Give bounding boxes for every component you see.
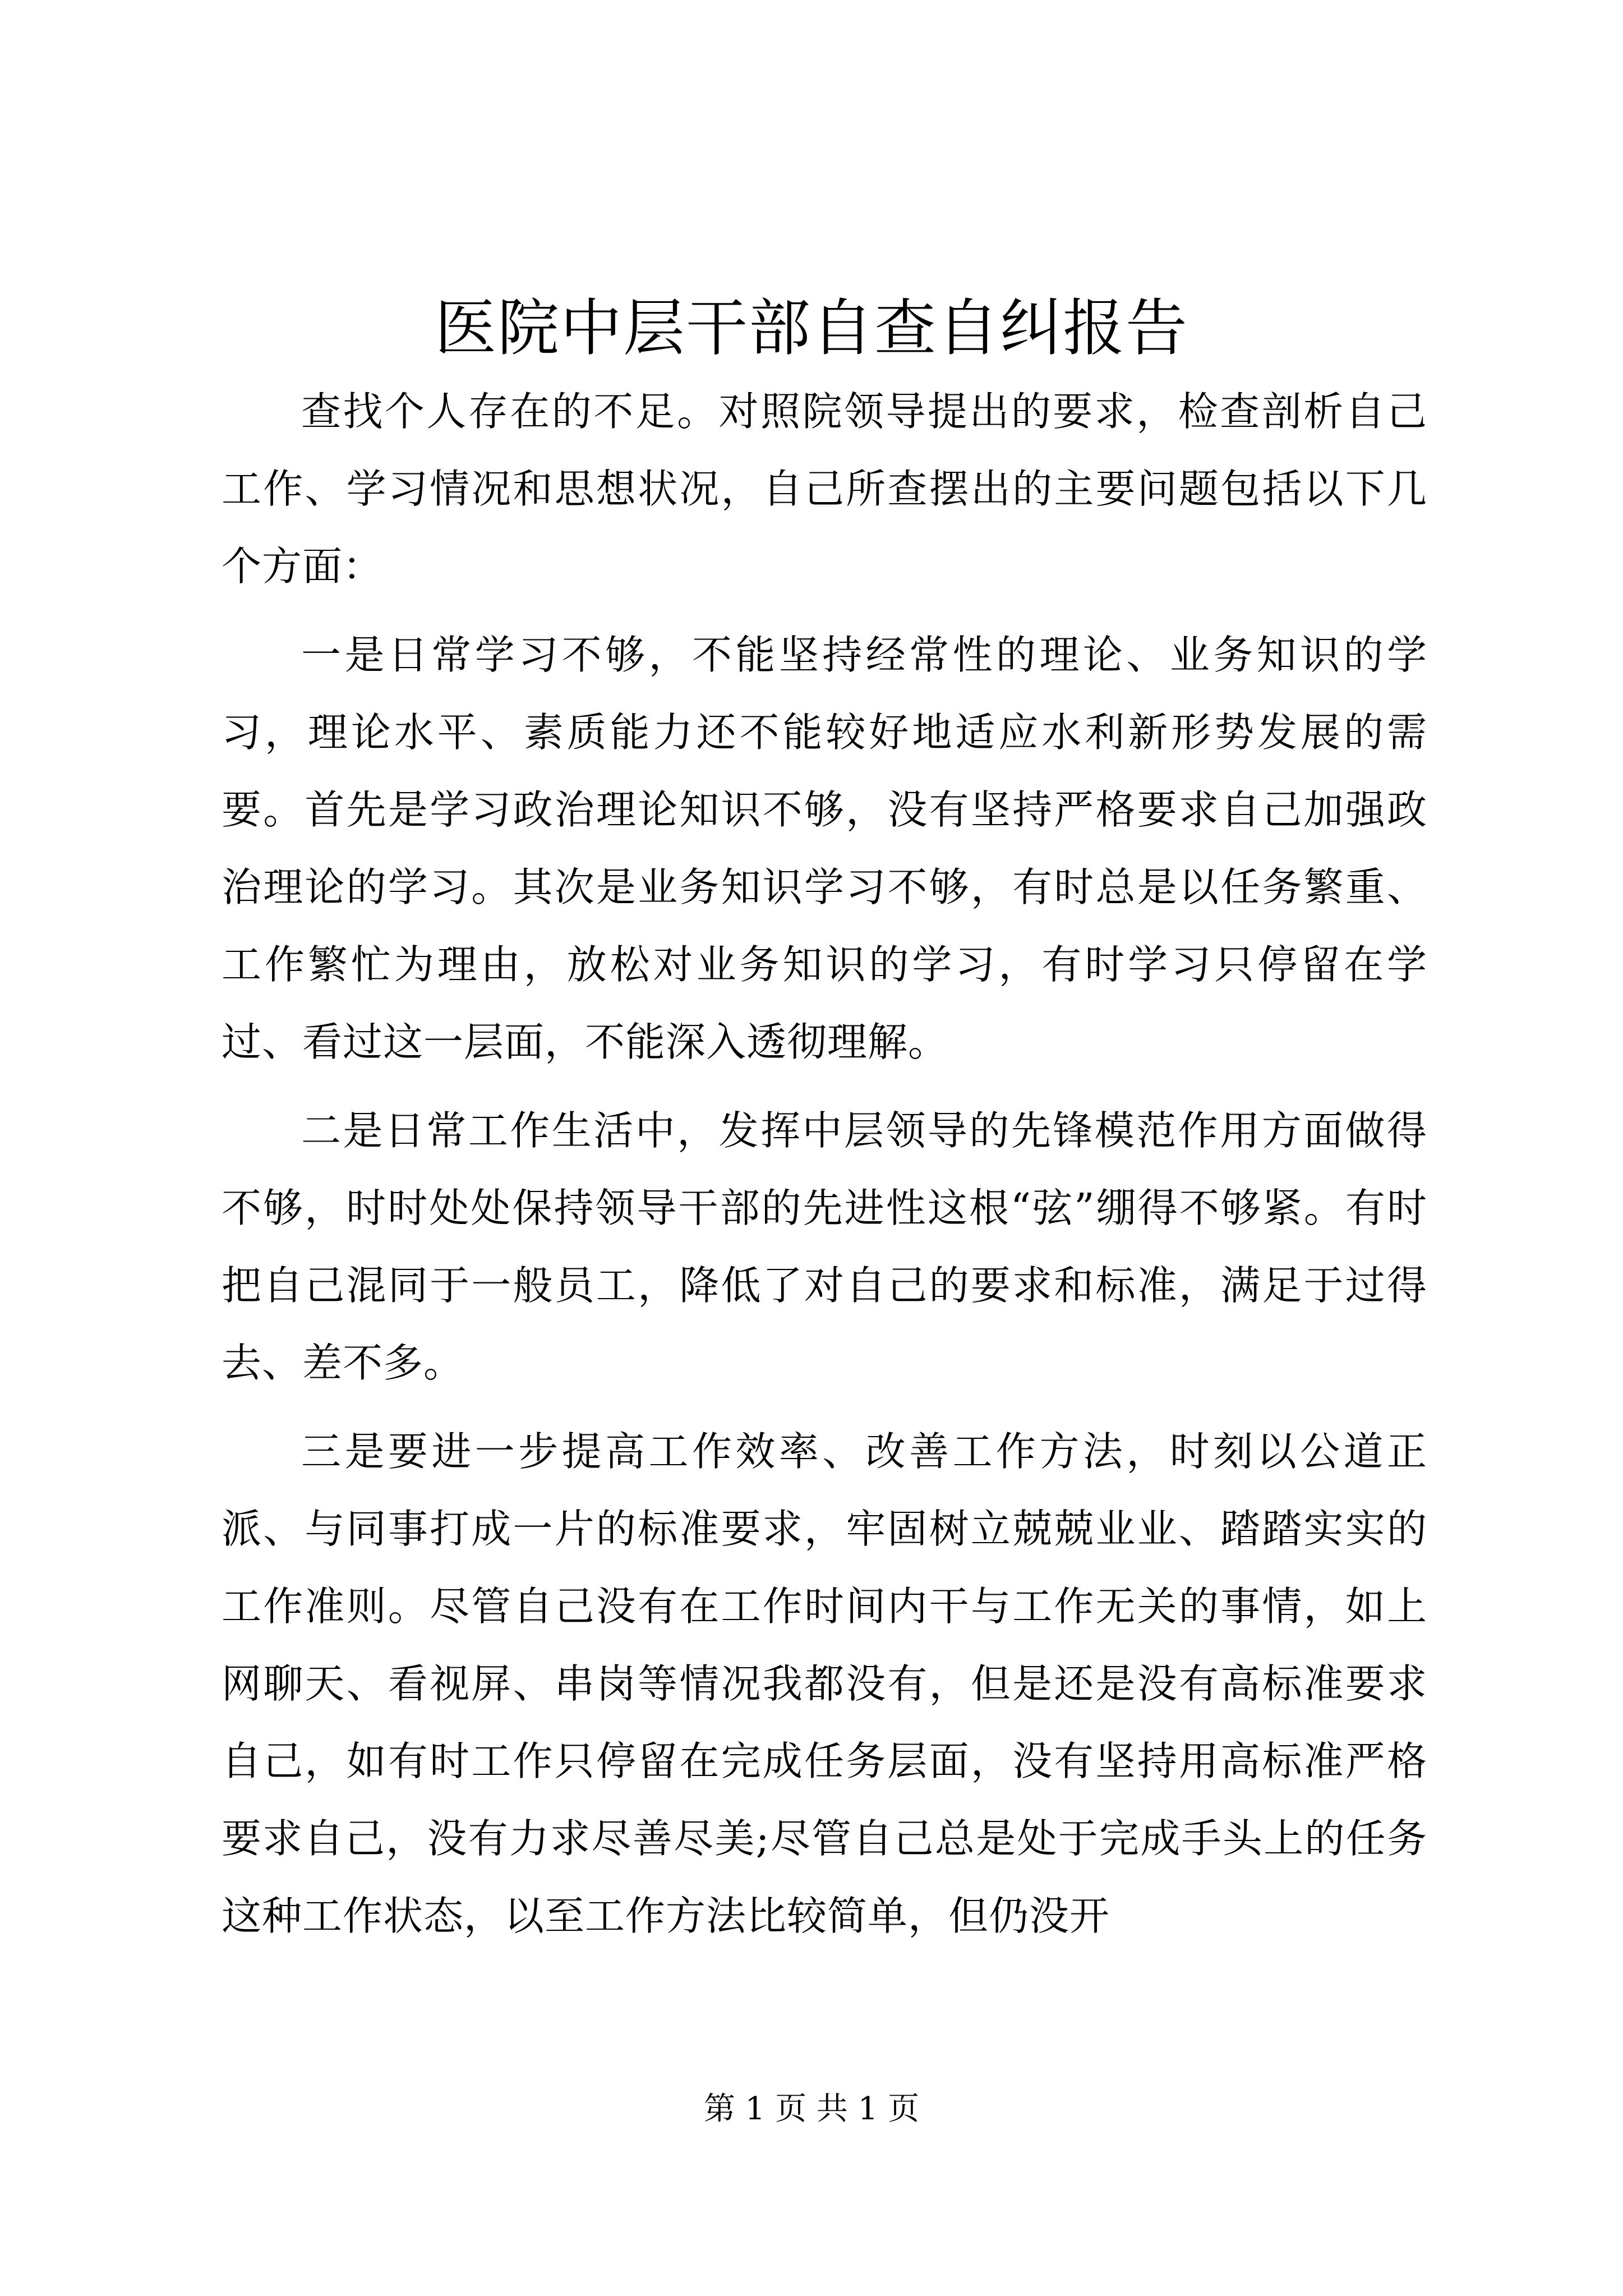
paragraph-point-three: 三是要进一步提高工作效率、改善工作方法，时刻以公道正派、与同事打成一片的标准要求，牢固树立兢兢业业、踏踏实实的工作准则。尽管自己没有在工作时间内干与工作无关的事情，如上网聊天、看视屏、串岗等情况我都没有，但是还是没有高标准要求自己，如有时工作只停留在完成任务层面，没有坚持用高标准严格要求自己，没有力求尽善尽美;尽管自己总是处于完成手头上的任务这种工作状态，以至工作方法比较简单，但仍没开: [222, 1428, 1427, 1939]
page-number-footer: 第 1 页 共 1 页: [703, 2091, 920, 2127]
paragraph-point-one: 一是日常学习不够，不能坚持经常性的理论、业务知识的学习，理论水平、素质能力还不能较好地适应水利新形势发展的需要。首先是学习政治理论知识不够，没有坚持严格要求自己加强政治理论的学习。其次是业务知识学习不够，有时总是以任务繁重、工作繁忙为理由，放松对业务知识的学习，有时学习只停留在学过、看过这一层面，不能深入透彻理解。: [222, 632, 1427, 1065]
paragraph-intro: 查找个人存在的不足。对照院领导提出的要求，检查剖析自己工作、学习情况和思想状况，自己所查摆出的主要问题包括以下几个方面：: [222, 388, 1427, 590]
document-body: [222, 373, 1427, 1966]
paragraph-point-two: 二是日常工作生活中，发挥中层领导的先锋模范作用方面做得不够，时时处处保持领导干部的先进性这根“弦”绷得不够紧。有时把自己混同于一般员工，降低了对自己的要求和标准，满足于过得去、差不多。: [222, 1107, 1427, 1386]
document-title: 医院中层干部自查自纠报告: [435, 292, 1188, 364]
